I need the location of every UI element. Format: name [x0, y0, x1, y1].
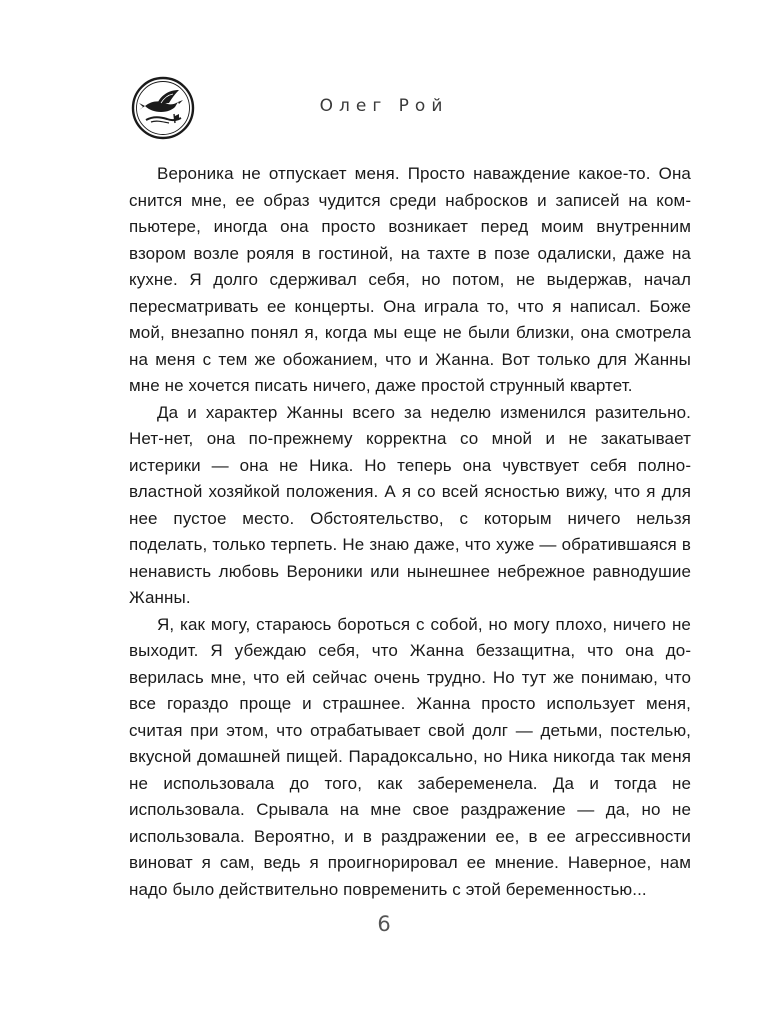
- body-text: [129, 161, 691, 903]
- paragraph: Вероника не отпускает меня. Просто наваждение какое-то. Она снится мне, ее образ чудится среди набросков и записей на компьютере, иногда она просто возникает перед моим внутренним взором возле рояля в гостиной, на тахте в позе одалиски, даже на кухне. Я долго сдерживал себя, но потом, не выдержав, начал пересматривать ее концерты. Она играла то, что я написал. Боже мой, внезапно понял я, когда мы еще не были близки, она смотрела на меня с тем же обожанием, что и Жанна. Вот только для Жанны мне не хочется писать ничего, даже простой струнный квартет.: [129, 164, 691, 395]
- paragraph: Я, как могу, стараюсь бороться с собой, но могу плохо, ничего не выходит. Я убеждаю себя, что Жанна беззащитна, что она доверилась мне, что ей сейчас очень трудно. Но тут же понимаю, что все гораздо проще и страшнее. Жанна просто использует меня, считая при этом, что отрабатывает свой долг — детьми, постелью, вкусной домашней пищей. Парадоксально, но Ника никогда так меня не использовала до того, как забеременела. Да и тогда не использовала. Срывала на мне свое раздражение — да, но не использовала. Вероятно, и в раздражении ее, в ее агрессивности виноват я сам, ведь я проигнорировал ее мнение. Наверное, нам надо было действительно повременить с этой беременностью...: [129, 614, 691, 899]
- page-number: 6: [377, 912, 391, 936]
- paragraph: Да и характер Жанны всего за неделю изменился разительно. Нет-нет, она по-прежнему корректна со мной и не закатывает истерики — она не Ника. Но теперь она чувствует себя полновластной хозяйкой положения. А я со всей ясностью вижу, что я для нее пустое место. Обстоятельство, с которым ничего нельзя поделать, только терпеть. Не знаю даже, что хуже — обратившаяся в ненависть любовь Вероники или нынешнее небрежное равнодушие Жанны.: [129, 402, 691, 607]
- running-head-author: Олег Рой: [319, 96, 449, 116]
